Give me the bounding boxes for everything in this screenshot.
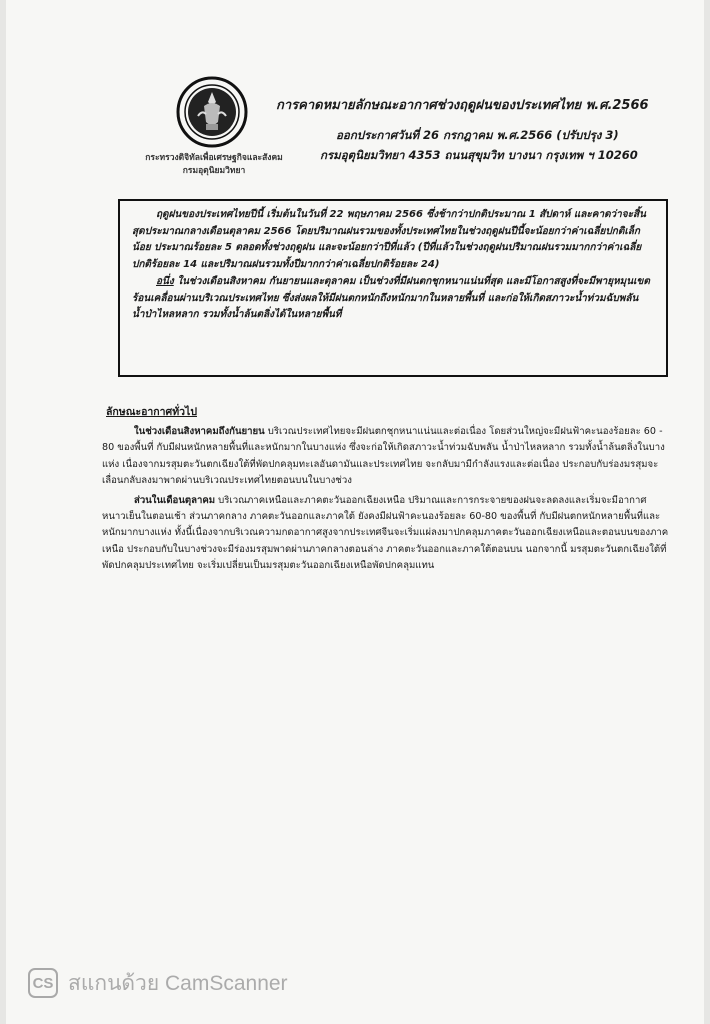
section-heading: ลักษณะอากาศทั่วไป [106,406,197,418]
ministry-name [134,152,294,178]
document-title: การคาดหมายลักษณะอากาศช่วงฤดูฝนของประเทศไทย พ.ศ.2566 [276,98,649,113]
camscanner-watermark [28,966,288,1000]
paragraph-1-lead: ในช่วงเดือนสิงหาคมถึงกันยายน [134,426,265,437]
summary-note-word: อนึ่ง [156,276,174,287]
camscanner-logo-icon: CS [28,968,58,998]
document-page [6,0,704,1024]
department-address: กรมอุตุนิยมวิทยา 4353 ถนนสุขุมวิท บางนา กรุงเทพ ฯ 10260 [320,148,638,162]
department-line: กรมอุตุนิยมวิทยา [182,166,246,176]
body-paragraph-1 [102,424,670,490]
summary-note-text: ในช่วงเดือนสิงหาคม กันยายนและตุลาคม เป็นช่วงที่มีฝนตกชุกหนาแน่นที่สุด และมีโอกาสสูงที่จะมีพายุหมุนเขตร้อนเคลื่อนผ่านบริเวณประเทศไทย ซึ่งส่งผลให้มีฝนตกหนักถึงหนักมากในหลายพื้นที่ และก่อให้เกิดสภาวะน้ำท่วมฉับพลัน น้ำป่าไหลหลาก รวมทั้งน้ำล้นตลิ่งได้ในหลายพื้นที่ [132,276,650,320]
summary-box [118,199,668,377]
paragraph-2-lead: ส่วนในเดือนตุลาคม [134,494,216,506]
camscanner-text: สแกนด้วย CamScanner [68,971,288,995]
paragraph-1-text: บริเวณประเทศไทยจะมีฝนตกชุกหนาแน่นและต่อเนื่อง โดยส่วนใหญ่จะมีฝนฟ้าคะนองร้อยละ 60 - 80 ของพื้นที่ กับมีฝนหนักหลายพื้นที่และหนักมากในบางแห่ง ซึ่งจะก่อให้เกิดสภาวะน้ำท่วมฉับพลัน น้ำป่าไหลหลาก รวมทั้งน้ำล้นตลิ่งในบางแห่ง เนื่องจากมรสุมตะวันตกเฉียงใต้ที่พัดปกคลุมทะเลอันดามันและประเทศไทย จะกลับมามีกำลังแรงและต่อเนื่อง ประกอบกับร่องมรสุมจะเลื่อนกลับลงมาพาดผ่านบริเวณประเทศไทยตอนบนในบางช่วง [102,426,665,487]
summary-paragraph-1: ฤดูฝนของประเทศไทยปีนี้ เริ่มต้นในวันที่ 22 พฤษภาคม 2566 ซึ่งช้ากว่าปกติประมาณ 1 สัปดาห์ และคาดว่าจะสิ้นสุดประมาณกลางเดือนตุลาคม 2566 โดยปริมาณฝนรวมของทั้งประเทศไทยในช่วงฤดูฝนปีนี้จะน้อยกว่าค่าเฉลี่ยปกติเล็กน้อย ประมาณร้อยละ 5 ตลอดทั้งช่วงฤดูฝน และจะน้อยกว่าปีที่แล้ว (ปีที่แล้วในช่วงฤดูฝนปริมาณฝนรวมมากกว่าค่าเฉลี่ยปกติร้อยละ 14 และปริมาณฝนรวมทั้งปีมากกว่าค่าเฉลี่ยปกติร้อยละ 24) [132,209,646,270]
issue-date: ออกประกาศวันที่ 26 กรกฎาคม พ.ศ.2566 (ปรับปรุง 3) [336,128,619,142]
section-body [102,424,670,578]
summary-paragraph-2 [132,274,652,324]
department-seal-icon [176,76,248,148]
paragraph-2-text: บริเวณภาคเหนือและภาคตะวันออกเฉียงเหนือ ปริมาณและการกระจายของฝนจะลดลงและเริ่มจะมีอากาศหนาวเย็นในตอนเช้า ส่วนภาคกลาง ภาคตะวันออกและภาคใต้ ยังคงมีฝนฟ้าคะนองร้อยละ 60-80 ของพื้นที่ กับมีฝนตกหนักหลายพื้นที่และหนักมากบางแห่ง ทั้งนี้เนื่องจากบริเวณความกดอากาศสูงจากประเทศจีนจะเริ่มแผ่ลงมาปกคลุมภาคตะวันออกเฉียงเหนือและตอนบนของภาคเหนือ ประกอบกับในบางช่วงจะมีร่องมรสุมพาดผ่านภาคกลางตอนล่าง ภาคตะวันออกและภาคใต้ตอนบน นอกจากนี้ มรสุมตะวันตกเฉียงใต้ที่พัดปกคลุมประเทศไทย จะเริ่มเปลี่ยนเป็นมรสุมตะวันออกเฉียงเหนือพัดปกคลุมแทน [102,494,669,572]
ministry-line: กระทรวงดิจิทัลเพื่อเศรษฐกิจและสังคม [145,153,283,163]
body-paragraph-2 [102,493,670,575]
